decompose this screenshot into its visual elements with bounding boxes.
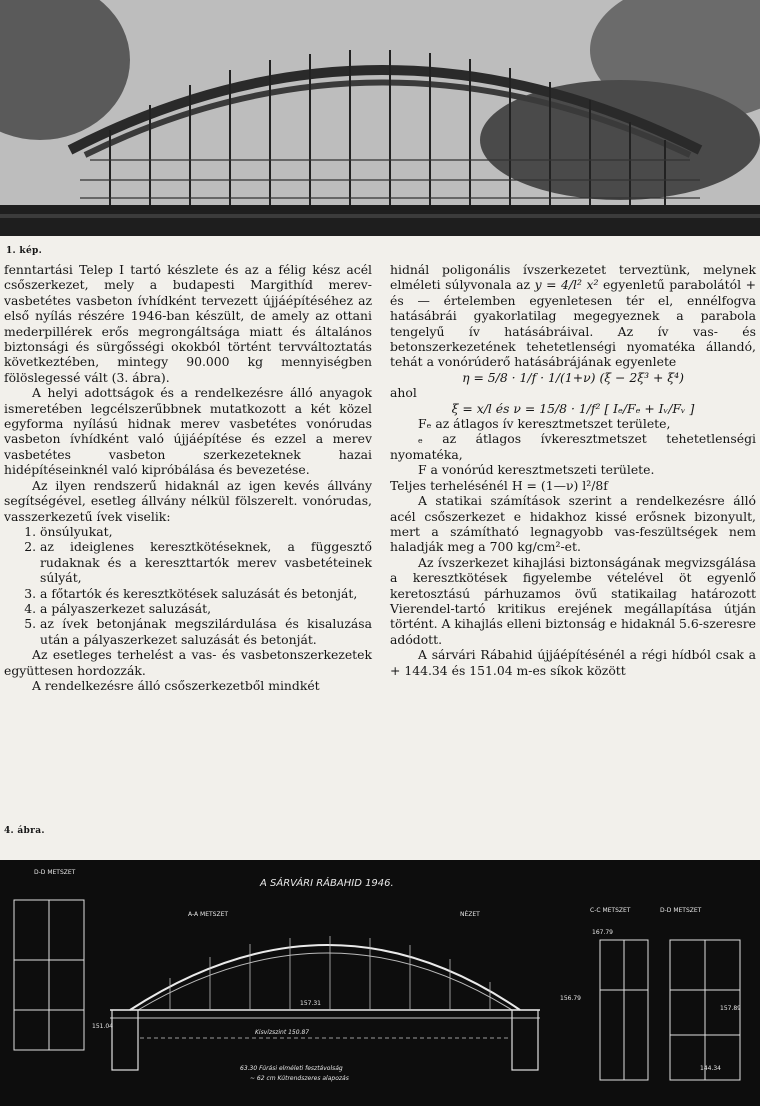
left-paragraph-1: fenntartási Telep I tartó készlete és az a félig kész acél csőszerkezet, mely a budapesti Margithíd merev-vasbetétes vasbeton ívhídként tervezett újjáépítéséhez az első nyílás részére 1946-ban készült, de amely az ottani mederpillérek erős megrongáltsága miatt és általános biztonsági és sürgősségi okokból történt tervváltoztatás következtében, mintegy 90.000 kg mennyiségben fölöslegessé vált (3. ábra).	[4, 262, 372, 385]
label-dd-top: D-D METSZET	[34, 869, 76, 876]
load-list	[4, 524, 372, 647]
right-paragraph-3: Az ívszerkezet kihajlási biztonságának megvizsgálása a keresztkötések figyelembe vételével öt egyenlő keretosztású párhuzamos övű statikailag határozott Vierendel-tartó kritikus erejének megállapítása útján történt. A kihajlás elleni biztonság e hidaknál 5.6-szeresre adódott.	[390, 554, 756, 647]
label-dd-right: D-D METSZET	[660, 907, 702, 914]
left-paragraph-3: Az ilyen rendszerű hidaknál az igen kevés állvány segítségével, esetleg állvány nélkül fölszerelt. vonórudas, vasszerkezetű ívek viselik:	[4, 477, 372, 524]
parabola-equation: y = 4/l² x²	[534, 277, 599, 293]
list-item: 2. az ideiglenes keresztkötéseknek, a függesztő rudaknak és a kereszttartók merev vasbetéteinek súlyát,	[40, 539, 372, 585]
left-column	[4, 262, 372, 693]
level-157-89: 157.89	[720, 1005, 741, 1012]
label-nezet: NÉZET	[460, 911, 480, 918]
list-item: 5. az ívek betonjának megszilárdulása és kisaluzása után a pályaszerkezet saluzását és betonját.	[40, 616, 372, 647]
ahol-label: ahol	[390, 385, 417, 401]
right-paragraph-1a: hidnál poligonális ívszerkezetet terveztünk, melynek elméleti súlyvonala az	[390, 262, 756, 293]
label-kisvizszint: Kisvízszint 150.87	[255, 1029, 310, 1036]
list-item: 4. a pályaszerkezet saluzását,	[40, 601, 372, 616]
full-load-equation: Teljes terhelésénél H = (1—ν) l²/8f	[390, 477, 608, 493]
right-paragraph-4: A sárvári Rábahid újjáépítésénél a régi hídból csak a + 144.34 és 151.04 m-es síkok között	[390, 647, 756, 678]
definition-ie: ₑ az átlagos ívkeresztmetszet tehetetlenségi nyomatéka,	[390, 431, 756, 462]
level-157-31: 157.31	[300, 1000, 321, 1007]
bridge-photo	[0, 0, 760, 236]
left-paragraph-5: A rendelkezésre álló csőszerkezetből mindkét	[32, 677, 320, 693]
level-151-04: 151.04	[92, 1023, 113, 1030]
level-156-79: 156.79	[560, 995, 581, 1002]
drawing-caption: 4. ábra.	[4, 826, 45, 836]
list-item: 3. a főtartók és keresztkötések saluzását és betonját,	[40, 586, 372, 601]
label-bottom-note: 63.30 Fúrási elméleti fesztávolság	[240, 1065, 343, 1072]
photo-caption: 1. kép.	[6, 246, 43, 256]
right-column	[390, 262, 756, 678]
equation-eta: η = 5/8 · 1/f · 1/(1+ν) (ξ − 2ξ³ + ξ⁴)	[462, 369, 684, 385]
right-paragraph-1b: egyenletű parabolától + és — értelemben egyenletesen tér el, ennélfogva hatásábrái gyakorlatilag megegyeznek a parabola tengelyű ív hatásábráival. Az ív vas- és betonszerkezetének tehetetlenségi nyomatéka állandó, tehát a vonórúderő hatásábrájának egyenlete	[390, 277, 756, 370]
bridge-drawing	[0, 860, 760, 1106]
definition-f: F a vonórúd keresztmetszeti területe.	[418, 462, 655, 478]
label-cc: C-C METSZET	[590, 907, 631, 914]
label-bottom-note-2: ~ 62 cm Kútrendszeres alapozás	[250, 1075, 349, 1082]
list-item: 1. önsúlyukat,	[40, 524, 372, 539]
drawing-title: A SÁRVÁRI RÁBAHID 1946.	[260, 878, 394, 889]
level-144-34: 144.34	[700, 1065, 721, 1072]
level-167-79: 167.79	[592, 929, 613, 936]
left-paragraph-4: Az esetleges terhelést a vas- és vasbetonszerkezetek együttesen hordozzák.	[4, 647, 372, 678]
right-paragraph-2: A statikai számítások szerint a rendelkezésre álló acél csőszerkezet e hidakhoz kissé erősnek bizonyult, mert a számítható legnagyobb vas-feszültségek nem haladják meg a 700 kg/cm²-et.	[390, 493, 756, 555]
label-aa: A-A METSZET	[188, 911, 229, 918]
definition-fe: Fₑ az átlagos ív keresztmetszet területe,	[418, 416, 671, 432]
left-paragraph-2: A helyi adottságok és a rendelkezésre álló anyagok ismeretében legcélszerűbbnek mutatkozott a két közel egyforma nyílású hidnak merev vasbetétes vonórudas vasbeton ívhídként való újjáépítése és ezzel a merev vasbetétes vasbeton szerkezeteknek hazai hidépítéseinknél való kipróbálása és bevezetése.	[4, 385, 372, 478]
equation-xi-nu: ξ = x/l és ν = 15/8 · 1/f² [ Iₑ/Fₑ + Iᵥ/Fᵥ ]	[451, 400, 695, 416]
